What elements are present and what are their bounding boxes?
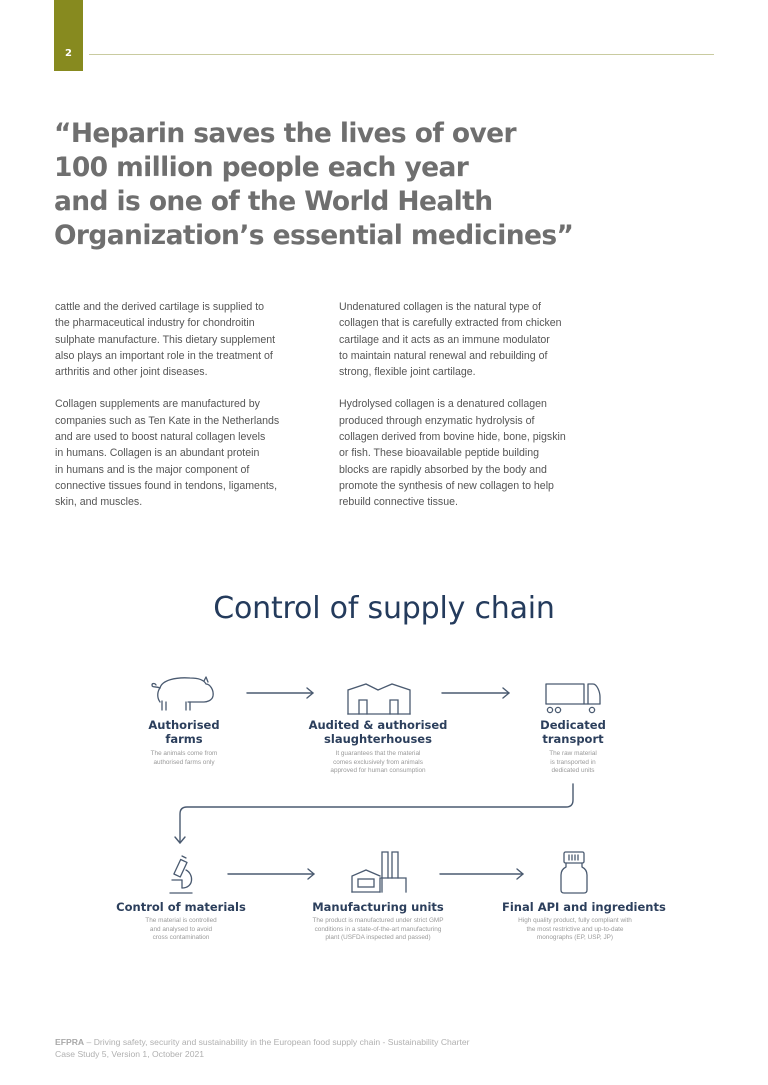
page-number: 2 xyxy=(65,48,72,59)
text-line: the pharmaceutical industry for chondroitin xyxy=(55,317,255,330)
step-title-line: Manufacturing units xyxy=(312,900,444,914)
step-title-line: Authorised xyxy=(148,718,220,732)
text-line: promote the synthesis of new collagen to help xyxy=(339,479,554,492)
text-line: collagen derived from bovine hide, bone, pigskin xyxy=(339,431,566,444)
quote-line: 100 million people each year xyxy=(54,152,469,183)
step-description xyxy=(308,750,448,776)
text-line: strong, flexible joint cartilage. xyxy=(339,366,476,379)
text-line: connective tissues found in tendons, ligaments, xyxy=(55,479,278,492)
text-line: companies such as Ten Kate in the Netherlands xyxy=(55,414,280,427)
step-desc-line: The raw material xyxy=(549,750,597,757)
step-title xyxy=(308,718,448,746)
step-desc-line: conditions in a state-of-the-art manufacturing xyxy=(314,925,442,933)
text-line: rebuild connective tissue. xyxy=(339,496,458,509)
page-number-tab xyxy=(54,0,83,71)
text-line: sulphate manufacture. This dietary supplement xyxy=(55,333,276,346)
text-line: cattle and the derived cartilage is supplied to xyxy=(55,301,265,313)
step-desc-line: cross contamination xyxy=(152,934,210,942)
step-title xyxy=(124,718,244,746)
text-line: Hydrolysed collagen is a denatured collagen xyxy=(339,398,547,411)
text-line: also plays an important role in the treatment of xyxy=(55,349,273,362)
body-column-left xyxy=(55,299,330,527)
text-line: and are used to boost natural collagen levels xyxy=(55,431,266,444)
step-description xyxy=(528,750,618,776)
step-title-line: Control of materials xyxy=(116,900,246,914)
text-line: Collagen supplements are manufactured by xyxy=(55,398,260,411)
step-description xyxy=(124,750,244,767)
paragraph xyxy=(55,396,330,510)
step-desc-line: comes exclusively from animals xyxy=(333,758,423,766)
arrow-right-icon xyxy=(442,688,509,698)
footer-title: – Driving safety, security and sustainability in the European food supply chain - Sustainability Charter xyxy=(84,1037,470,1047)
step-title-line: Audited & authorised xyxy=(308,718,448,732)
arrow-right-icon xyxy=(247,688,313,698)
text-line: blocks are rapidly absorbed by the body and xyxy=(339,463,547,476)
text-line: skin, and muscles. xyxy=(55,496,143,509)
footer-line-2: Case Study 5, Version 1, October 2021 xyxy=(55,1049,205,1059)
quote-line: Organization’s essential medicines” xyxy=(54,220,574,251)
step-authorised-farms xyxy=(124,672,244,772)
text-line: to maintain natural renewal and rebuilding of xyxy=(339,349,548,362)
diagram-title: Control of supply chain xyxy=(213,591,555,626)
quote-line: and is one of the World Health xyxy=(54,186,493,217)
step-control-of-materials xyxy=(116,850,246,950)
step-desc-line: authorised farms only xyxy=(153,758,215,766)
step-desc-line: is transported in xyxy=(550,758,596,766)
paragraph xyxy=(339,396,614,510)
medicine-bottle-icon xyxy=(558,850,590,896)
step-title-line: transport xyxy=(542,732,604,746)
step-description xyxy=(308,917,448,943)
truck-icon xyxy=(544,682,602,716)
step-title-line: slaughterhouses xyxy=(324,732,432,746)
step-final-api xyxy=(502,850,666,950)
paragraph xyxy=(55,299,330,380)
text-line: or fish. These bioavailable peptide building xyxy=(339,447,540,460)
text-line: Undenatured collagen is the natural type of xyxy=(339,301,542,313)
step-description xyxy=(116,917,246,943)
step-title xyxy=(502,900,666,914)
step-desc-line: monographs (EP, USP, JP) xyxy=(536,934,614,942)
pig-icon xyxy=(148,674,218,716)
step-manufacturing-units xyxy=(308,850,448,950)
text-line: produced through enzymatic hydrolysis of xyxy=(339,414,535,427)
step-slaughterhouses xyxy=(308,672,448,782)
step-dedicated-transport xyxy=(528,672,618,782)
step-title xyxy=(116,900,246,914)
paragraph xyxy=(339,299,614,380)
text-line: arthritis and other joint diseases. xyxy=(55,366,208,379)
footer-line-1 xyxy=(55,1036,469,1048)
pull-quote xyxy=(54,117,574,253)
text-line: cartilage and it acts as an immune modulator xyxy=(339,333,550,346)
step-title xyxy=(528,718,618,746)
slaughterhouse-icon xyxy=(346,680,412,716)
step-title-line: Dedicated xyxy=(540,718,606,732)
footer xyxy=(55,1036,469,1060)
step-desc-line: The product is manufactured under strict GMP xyxy=(312,917,444,924)
step-title-line: farms xyxy=(165,732,203,746)
text-line: collagen that is carefully extracted from chicken xyxy=(339,317,562,330)
body-column-right xyxy=(339,299,614,527)
step-desc-line: High quality product, fully compliant with xyxy=(518,917,632,924)
step-description xyxy=(502,917,648,943)
quote-line: “Heparin saves the lives of over xyxy=(54,118,516,149)
step-title-line: Final API and ingredients xyxy=(502,900,666,914)
step-desc-line: approved for human consumption xyxy=(330,767,426,775)
step-desc-line: dedicated units xyxy=(551,767,595,775)
text-line: in humans and is the major component of xyxy=(55,463,250,476)
text-line: in humans. Collagen is an abundant protein xyxy=(55,447,260,460)
factory-icon xyxy=(350,850,410,896)
step-desc-line: It guarantees that the material xyxy=(335,750,421,757)
step-desc-line: the most restrictive and up-to-date xyxy=(526,925,624,933)
microscope-icon xyxy=(166,854,200,896)
step-title xyxy=(308,900,448,914)
header-divider xyxy=(89,54,714,55)
step-desc-line: and analysed to avoid xyxy=(149,925,213,933)
step-desc-line: The material is controlled xyxy=(145,917,217,924)
return-arrow-icon xyxy=(175,784,573,843)
footer-brand: EFPRA xyxy=(55,1037,85,1047)
step-desc-line: The animals come from xyxy=(150,750,218,757)
step-desc-line: plant (USFDA inspected and passed) xyxy=(325,934,431,942)
